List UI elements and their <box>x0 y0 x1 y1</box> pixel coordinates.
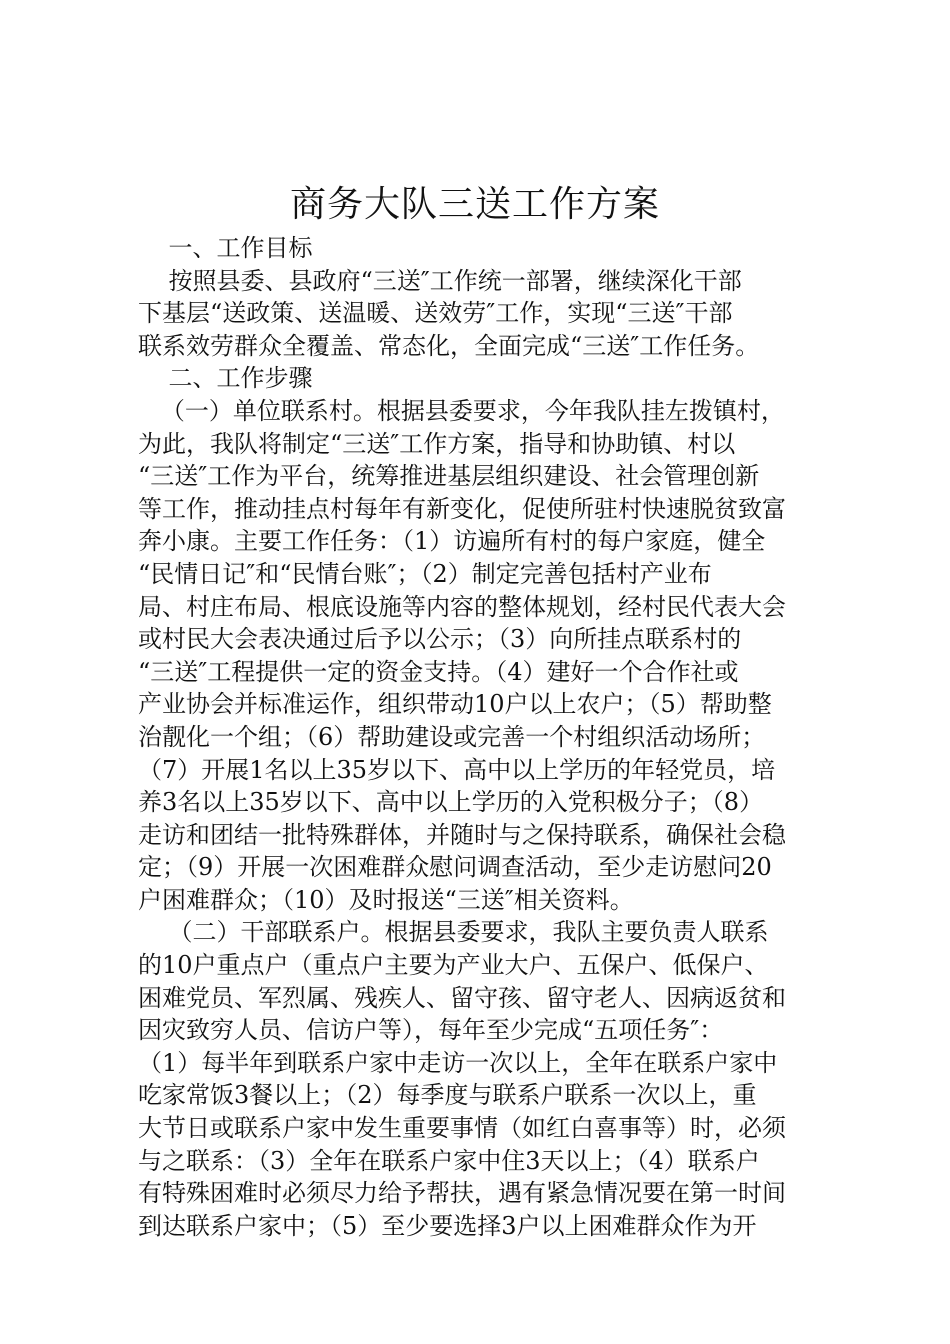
text-line: “三送″工作为平台，统筹推进基层组织建设、社会管理创新 <box>138 462 760 491</box>
text-line: 与之联系：（3）全年在联系户家中住3天以上；（4）联系户 <box>138 1146 760 1175</box>
text-line: 养3名以上35岁以下、高中以上学历的入党积极分子；（8） <box>138 788 764 817</box>
text-line: 有特殊困难时必须尽力给予帮扶，遇有紧急情况要在第一时间 <box>138 1179 786 1208</box>
document-body <box>138 232 833 1242</box>
text-line: 吃家常饭3餐以上；（2）每季度与联系户联系一次以上，重 <box>138 1081 757 1110</box>
text-line: 困难党员、军烈属、残疾人、留守孩、留守老人、因病返贫和 <box>138 983 786 1012</box>
text-line: 因灾致穷人员、信访户等），每年至少完成“五项任务″： <box>138 1016 724 1045</box>
text-line: 按照县委、县政府“三送″工作统一部署，继续深化干部 <box>138 266 742 295</box>
text-line: 的10户重点户（重点户主要为产业大户、五保户、低保户、 <box>138 951 769 980</box>
text-line: （二）干部联系户。根据县委要求，我队主要负责人联系 <box>138 918 769 947</box>
text-line: “民情日记″和“民情台账″；（2）制定完善包括村产业布 <box>138 559 712 588</box>
text-line: 等工作，推动挂点村每年有新变化，促使所驻村快速脱贫致富 <box>138 494 786 523</box>
text-line: 治靓化一个组；（6）帮助建设或完善一个村组织活动场所； <box>138 722 766 751</box>
text-line: 二、工作步骤 <box>138 364 313 393</box>
text-line: 下基层“送政策、送温暖、送效劳″工作，实现“三送″干部 <box>138 299 733 328</box>
text-line: （1）每半年到联系户家中走访一次以上，全年在联系户家中 <box>138 1048 778 1077</box>
text-line: 到达联系户家中；（5）至少要选择3户以上困难群众作为开 <box>138 1211 757 1240</box>
text-line: 定；（9）开展一次困难群众慰问调查活动，至少走访慰问20 <box>138 853 772 882</box>
text-line: 大节日或联系户家中发生重要事情（如红白喜事等）时，必须 <box>138 1114 786 1143</box>
text-line: 联系效劳群众全覆盖、常态化，全面完成“三送″工作任务。 <box>138 331 760 360</box>
text-line: （一）单位联系村。根据县委要求，今年我队挂左拨镇村， <box>138 396 785 425</box>
document-title: 商务大队三送工作方案 <box>289 184 660 225</box>
text-line: 走访和团结一批特殊群体，并随时与之保持联系，确保社会稳 <box>138 820 786 849</box>
text-line: 户困难群众；（10）及时报送“三送″相关资料。 <box>138 885 634 914</box>
text-line: 一、工作目标 <box>138 234 313 262</box>
text-line: 为此，我队将制定“三送″工作方案，指导和协助镇、村以 <box>138 429 736 458</box>
text-line: 产业协会并标准运作，组织带动10户以上农户；（5）帮助整 <box>138 690 772 719</box>
text-line: 奔小康。主要工作任务：（1）访遍所有村的每户家庭，健全 <box>138 527 766 556</box>
text-line: 或村民大会表决通过后予以公示；（3）向所挂点联系村的 <box>138 625 742 654</box>
text-line: （7）开展1名以上35岁以下、高中以上学历的年轻党员，培 <box>138 755 776 784</box>
text-line: 局、村庄布局、根底设施等内容的整体规划，经村民代表大会 <box>138 592 786 621</box>
text-line: “三送″工程提供一定的资金支持。（4）建好一个合作社或 <box>138 657 739 686</box>
